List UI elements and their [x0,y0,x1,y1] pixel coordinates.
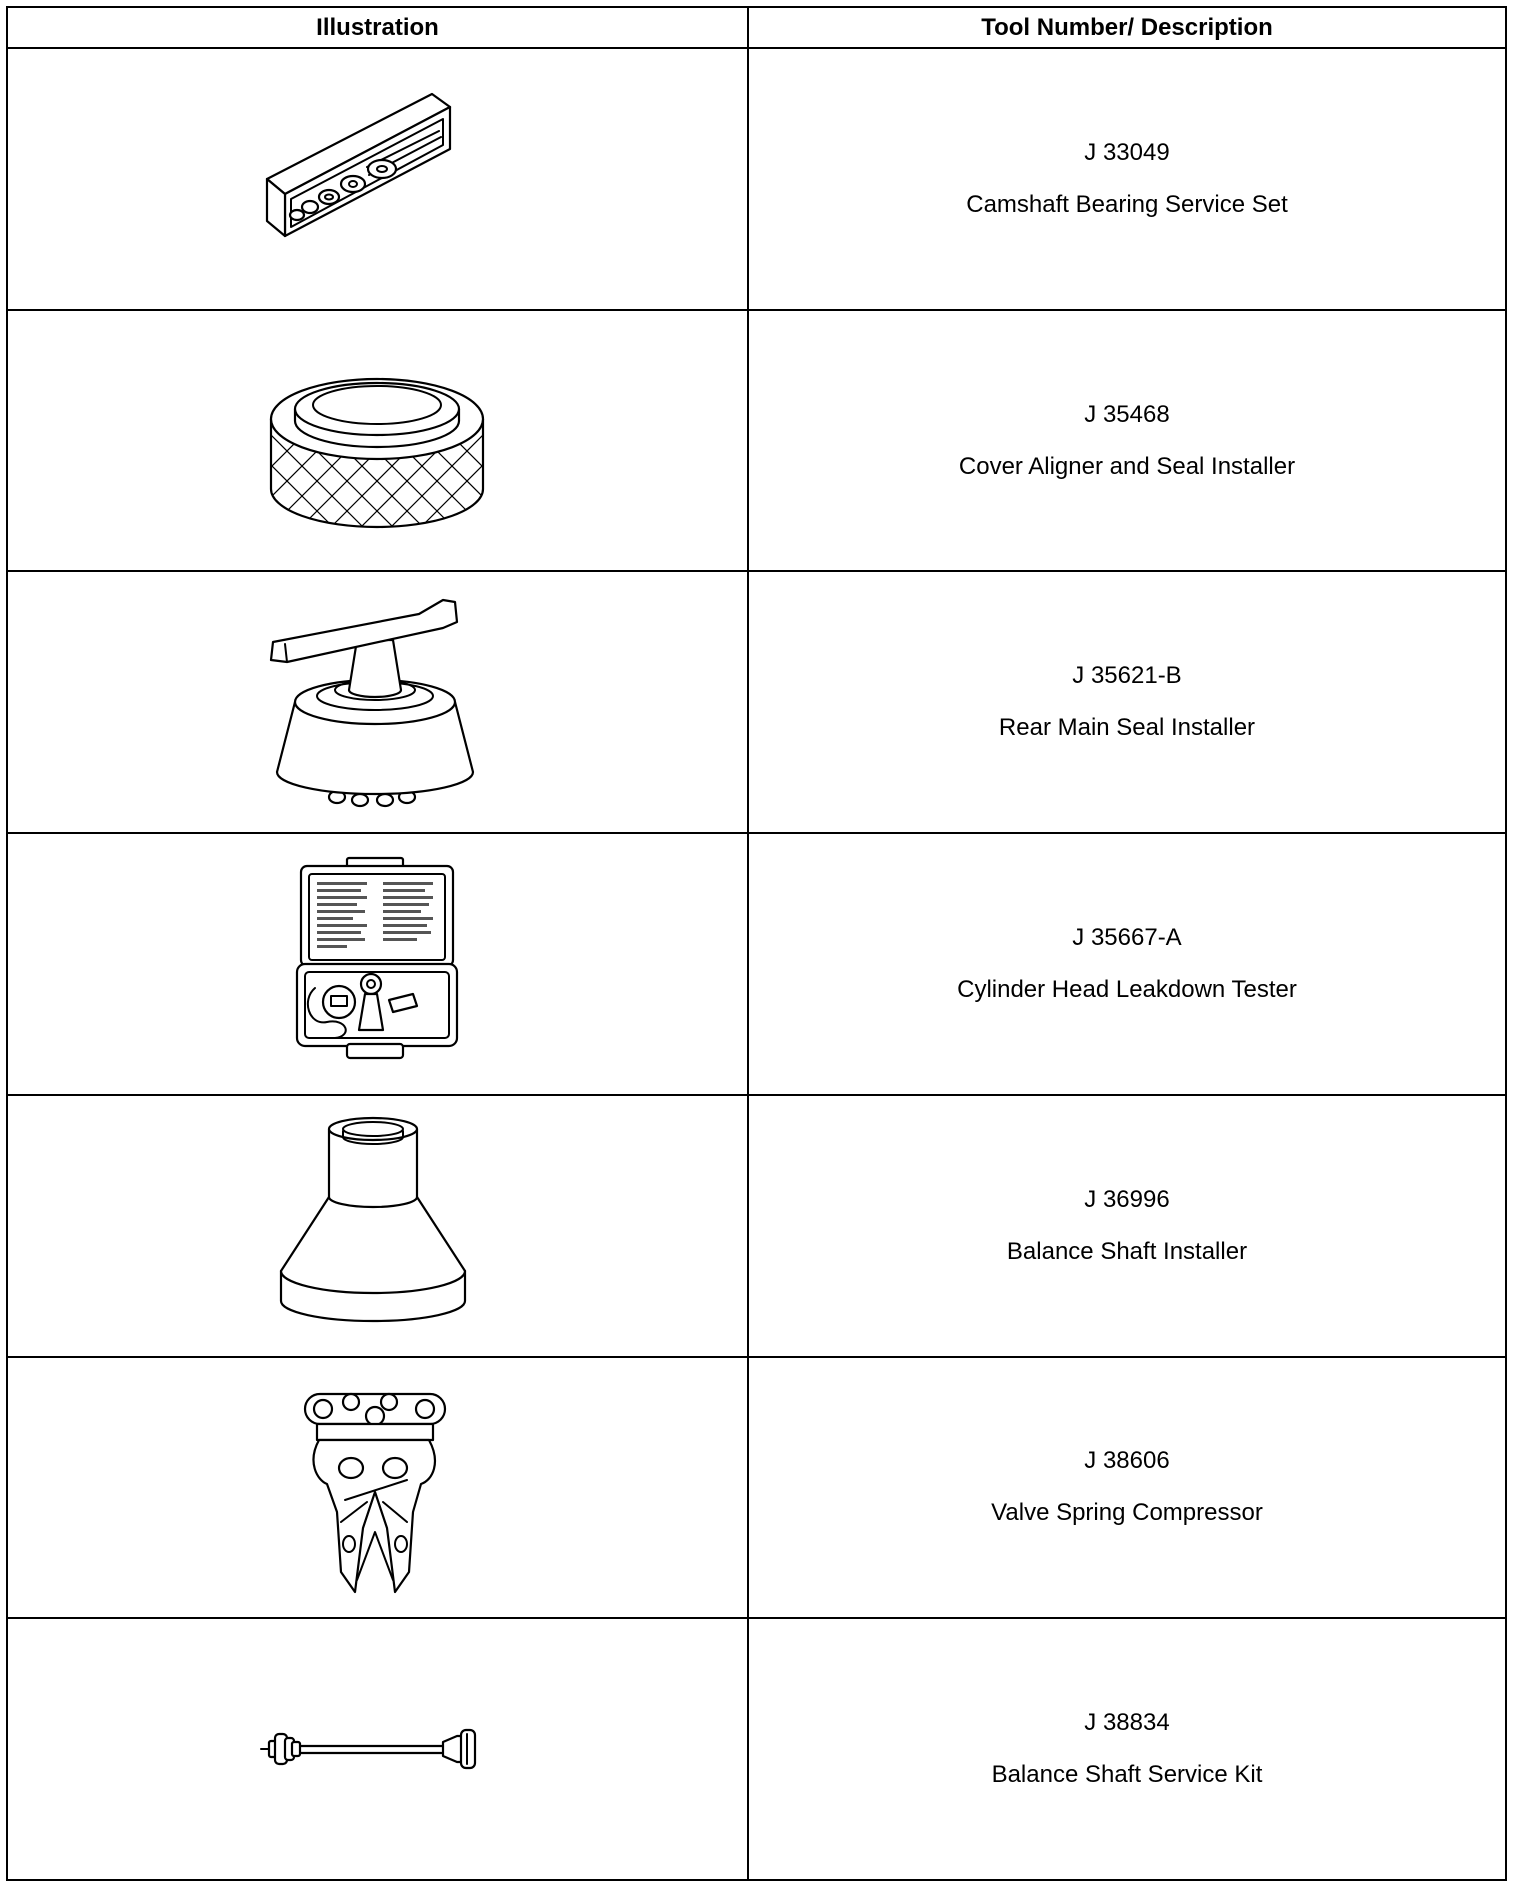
table-row [7,1357,1506,1619]
tool-number: J 35621-B [1072,662,1182,690]
table-row [7,571,1506,833]
illustration-cell [7,48,748,310]
illustration-cell [7,1618,748,1880]
camshaft-bearing-service-set-icon [257,79,497,279]
tool-description: Camshaft Bearing Service Set [966,190,1288,218]
table-row [7,310,1506,572]
description-cell [748,571,1506,833]
tool-table [6,6,1507,1881]
table-row [7,1095,1506,1357]
table-row [7,48,1506,310]
tool-number: J 33049 [1084,138,1170,166]
table-row [7,1618,1506,1880]
tool-description: Balance Shaft Service Kit [991,1761,1263,1789]
illustration-cell [7,571,748,833]
description-cell [748,1095,1506,1357]
description-cell [748,310,1506,572]
tool-description: Rear Main Seal Installer [998,714,1256,742]
tool-number: J 35667-A [1072,923,1182,951]
table-row [7,833,1506,1095]
illustration-cell [7,1095,748,1357]
illustration-cell [7,1357,748,1619]
illustration-cell [7,310,748,572]
tool-number: J 38606 [1084,1447,1170,1475]
description-cell [748,48,1506,310]
tool-description: Balance Shaft Installer [1006,1237,1248,1265]
tool-number: J 35468 [1084,400,1170,428]
balance-shaft-installer-icon [277,1111,477,1341]
illustration-cell [7,833,748,1095]
tool-number: J 38834 [1084,1709,1170,1737]
cylinder-head-leakdown-tester-icon [287,854,467,1074]
table-header-row [7,7,1506,48]
description-cell [748,1618,1506,1880]
cover-aligner-seal-installer-icon [257,341,497,541]
rear-main-seal-installer-icon [257,592,497,812]
tool-description-header: Tool Number/ Description [748,7,1506,48]
tool-number: J 36996 [1084,1185,1170,1213]
description-cell [748,1357,1506,1619]
balance-shaft-service-kit-icon [257,1714,497,1784]
illustration-header: Illustration [7,7,748,48]
tool-description: Cylinder Head Leakdown Tester [957,975,1297,1003]
description-cell [748,833,1506,1095]
valve-spring-compressor-icon [297,1372,457,1602]
tool-description: Valve Spring Compressor [991,1499,1263,1527]
tool-description: Cover Aligner and Seal Installer [958,452,1296,480]
